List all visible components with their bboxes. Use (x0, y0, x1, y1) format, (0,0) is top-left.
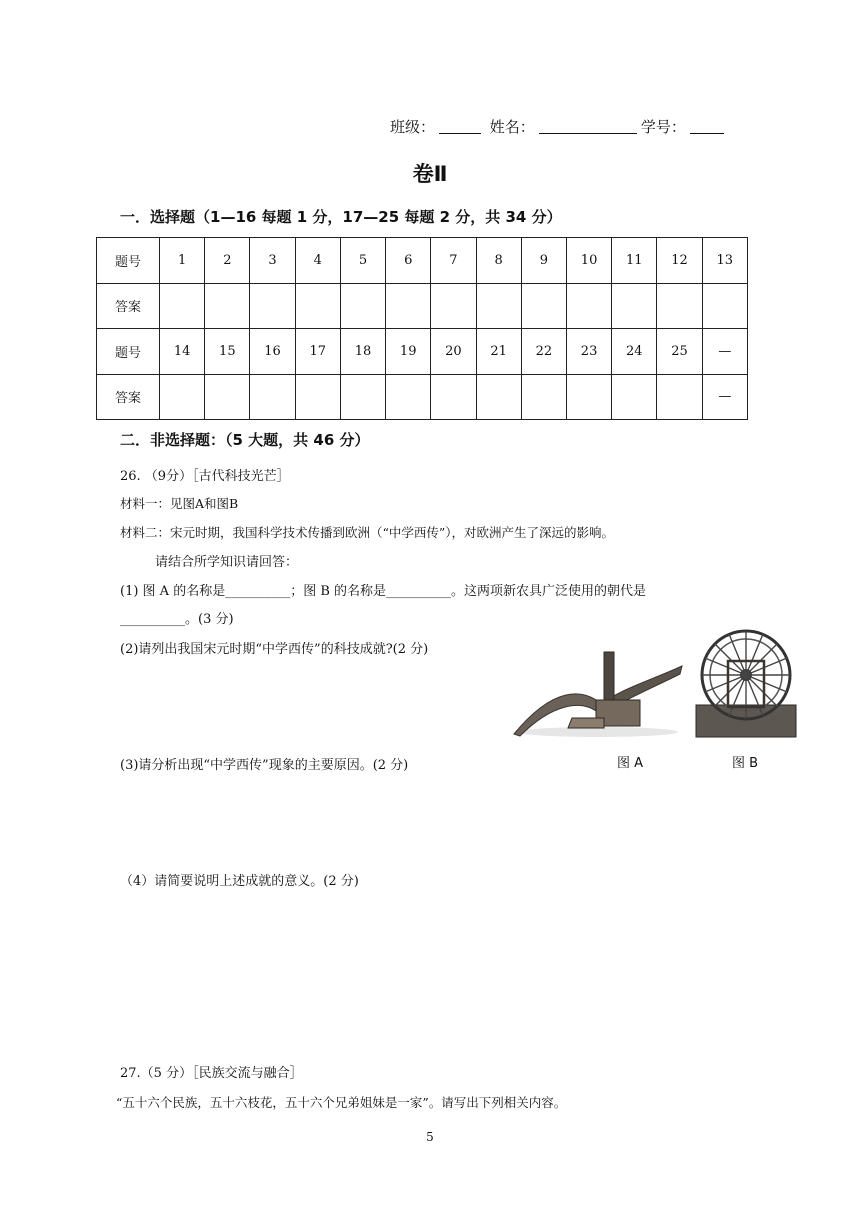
answer-cell[interactable] (521, 374, 566, 420)
answer-table (96, 237, 748, 420)
id-label: 学号： (640, 118, 686, 136)
figure-b-caption: 图 B (732, 756, 759, 771)
answer-cell[interactable] (657, 374, 702, 420)
table-row (97, 329, 748, 375)
q26-part1-line1: (1) 图 A 的名称是__________；图 B 的名称是__________。这两项新农具广泛使用的朝代是 (120, 584, 647, 599)
question-number-cell: 19 (386, 329, 431, 375)
question-number-cell: 9 (521, 238, 566, 284)
answer-cell[interactable] (295, 374, 340, 420)
table-header-cell: 答案 (97, 283, 160, 329)
page-number: 5 (426, 1130, 434, 1144)
answer-cell[interactable] (386, 283, 431, 329)
question-number-cell: 24 (612, 329, 657, 375)
table-row (97, 283, 748, 329)
answer-cell[interactable] (295, 283, 340, 329)
table-header-cell: 题号 (97, 238, 160, 284)
plough-illustration (512, 648, 684, 740)
student-info-line (390, 116, 728, 137)
question-number-cell: 3 (250, 238, 295, 284)
question-number-cell: 17 (295, 329, 340, 375)
section2-title: 二．非选择题：（5 大题，共 46 分） (120, 431, 370, 449)
answer-cell[interactable] (431, 374, 476, 420)
q26-heading: 26. （9分）［古代科技光芒］ (120, 469, 290, 484)
class-blank[interactable] (439, 119, 481, 134)
question-number-cell: 15 (205, 329, 250, 375)
table-header-cell: 答案 (97, 374, 160, 420)
question-number-cell: 8 (476, 238, 521, 284)
question-number-cell: 7 (431, 238, 476, 284)
answer-cell[interactable] (612, 283, 657, 329)
answer-cell[interactable] (386, 374, 431, 420)
question-number-cell: 22 (521, 329, 566, 375)
question-number-cell: 16 (250, 329, 295, 375)
answer-cell[interactable] (657, 283, 702, 329)
question-number-cell: 20 (431, 329, 476, 375)
q27-text: “五十六个民族，五十六枝花，五十六个兄弟姐妹是一家”。请写出下列相关内容。 (116, 1095, 567, 1110)
answer-cell[interactable] (612, 374, 657, 420)
question-number-cell: 4 (295, 238, 340, 284)
question-number-cell: 2 (205, 238, 250, 284)
answer-cell[interactable] (250, 283, 295, 329)
answer-cell[interactable] (340, 283, 385, 329)
question-number-cell: 21 (476, 329, 521, 375)
q26-part4: （4）请简要说明上述成就的意义。(2 分) (120, 874, 359, 889)
q26-part1-line2: __________。(3 分) (120, 612, 234, 627)
answer-cell[interactable] (566, 374, 611, 420)
answer-cell[interactable] (205, 283, 250, 329)
table-header-cell: 题号 (97, 329, 160, 375)
answer-cell: — (702, 374, 747, 420)
question-number-cell: 25 (657, 329, 702, 375)
table-row (97, 374, 748, 420)
answer-cell[interactable] (566, 283, 611, 329)
question-number-cell: 23 (566, 329, 611, 375)
section1-title: 一．选择题（1—16 每题 1 分，17—25 每题 2 分，共 34 分） (120, 208, 562, 226)
water-wheel-illustration (694, 627, 798, 739)
answer-cell[interactable] (476, 374, 521, 420)
question-number-cell: — (702, 329, 747, 375)
answer-cell[interactable] (250, 374, 295, 420)
question-number-cell: 11 (612, 238, 657, 284)
question-number-cell: 18 (340, 329, 385, 375)
figure-a-plough (512, 648, 684, 740)
class-label: 班级： (390, 118, 436, 136)
answer-cell[interactable] (205, 374, 250, 420)
question-number-cell: 6 (386, 238, 431, 284)
question-number-cell: 13 (702, 238, 747, 284)
question-number-cell: 12 (657, 238, 702, 284)
answer-cell[interactable] (431, 283, 476, 329)
answer-cell[interactable] (160, 374, 205, 420)
question-number-cell: 14 (160, 329, 205, 375)
question-number-cell: 5 (340, 238, 385, 284)
question-number-cell: 10 (566, 238, 611, 284)
name-blank[interactable] (539, 119, 637, 134)
figure-b-water-wheel (694, 627, 798, 739)
answer-cell[interactable] (702, 283, 747, 329)
answer-cell[interactable] (521, 283, 566, 329)
figure-a-caption: 图 A (617, 756, 644, 771)
table-row (97, 238, 748, 284)
q26-part3: (3)请分析出现“中学西传”现象的主要原因。(2 分) (120, 758, 409, 773)
q27-heading: 27.（5 分）［民族交流与融合］ (120, 1066, 303, 1081)
answer-cell[interactable] (340, 374, 385, 420)
name-label: 姓名： (489, 118, 535, 136)
page-title: 卷Ⅱ (412, 162, 448, 186)
question-number-cell: 1 (160, 238, 205, 284)
q26-part2: (2)请列出我国宋元时期“中学西传”的科技成就?(2 分) (120, 642, 429, 657)
q26-material2: 材料二：宋元时期，我国科学技术传播到欧洲（“中学西传”），对欧洲产生了深远的影响。 (120, 525, 615, 540)
answer-cell[interactable] (476, 283, 521, 329)
q26-material1: 材料一：见图A和图B (120, 496, 239, 511)
id-blank[interactable] (690, 119, 724, 134)
q26-prompt: 请结合所学知识请回答： (155, 555, 299, 570)
answer-cell[interactable] (160, 283, 205, 329)
